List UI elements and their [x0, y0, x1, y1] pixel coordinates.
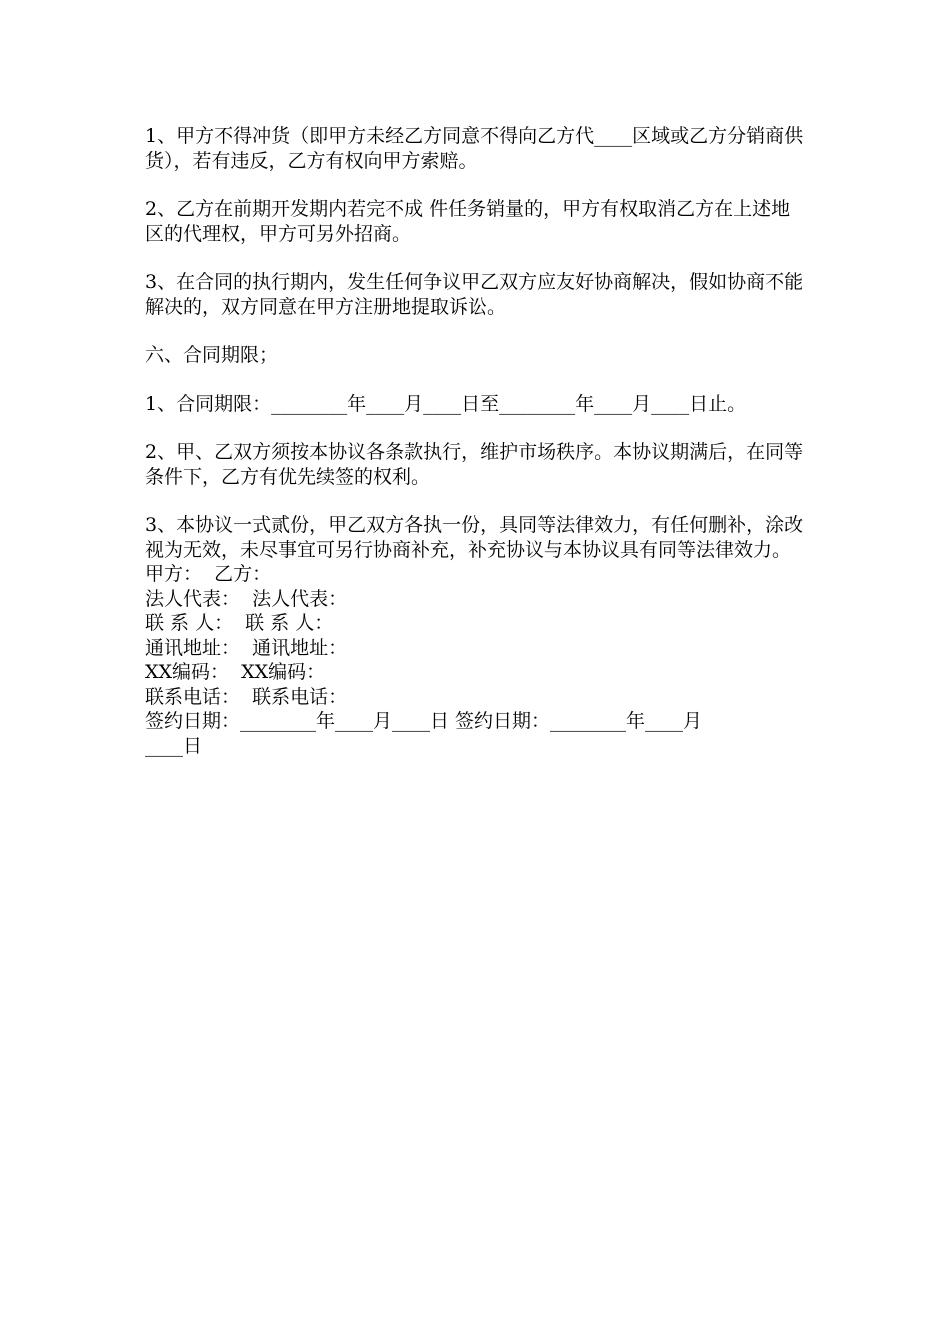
term-clause-3-copies: 3、本协议一式贰份，甲乙双方各执一份，具同等法律效力，有任何删补，涂改视为无效，未尽事宜可另行协商补充，补充协议与本协议具有同等法律效力。 — [145, 514, 804, 561]
signature-party-line: 甲方： 乙方： — [145, 563, 272, 585]
signature-block — [145, 562, 807, 758]
term-clause-2-renewal: 2、甲、乙双方须按本协议各条款执行，维护市场秩序。本协议期满后，在同等条件下，乙方有优先续签的权利。 — [145, 441, 804, 488]
section-heading-contract-term: 六、合同期限； — [145, 344, 279, 366]
document-body — [145, 124, 807, 758]
signature-contact-line: 联 系 人： 联 系 人： — [145, 612, 334, 634]
signature-date-line-continued: ____日 — [145, 734, 203, 757]
signature-representative-line: 法人代表： 法人代表： — [145, 587, 348, 610]
signature-postcode-line: XX编码： XX编码： — [145, 661, 326, 683]
signature-date-line: 签约日期：________年____月____日 签约日期：________年____月 — [145, 710, 703, 732]
signature-phone-line: 联系电话： 联系电话： — [145, 685, 348, 708]
clause-3-dispute-resolution: 3、在合同的执行期内，发生任何争议甲乙双方应友好协商解决，假如协商不能解决的，双方同意在甲方注册地提取诉讼。 — [145, 271, 804, 318]
term-clause-1-period: 1、合同期限：________年____月____日至________年____月____日止。 — [145, 392, 747, 415]
clause-1-no-cross-selling: 1、甲方不得冲货（即甲方未经乙方同意不得向乙方代____区域或乙方分销商供货），若有违反，乙方有权向甲方索赔。 — [145, 125, 804, 172]
signature-address-line: 通讯地址： 通讯地址： — [145, 636, 348, 659]
clause-2-sales-target: 2、乙方在前期开发期内若完不成 件任务销量的，甲方有权取消乙方在上述地区的代理权，甲方可另外招商。 — [145, 198, 791, 245]
